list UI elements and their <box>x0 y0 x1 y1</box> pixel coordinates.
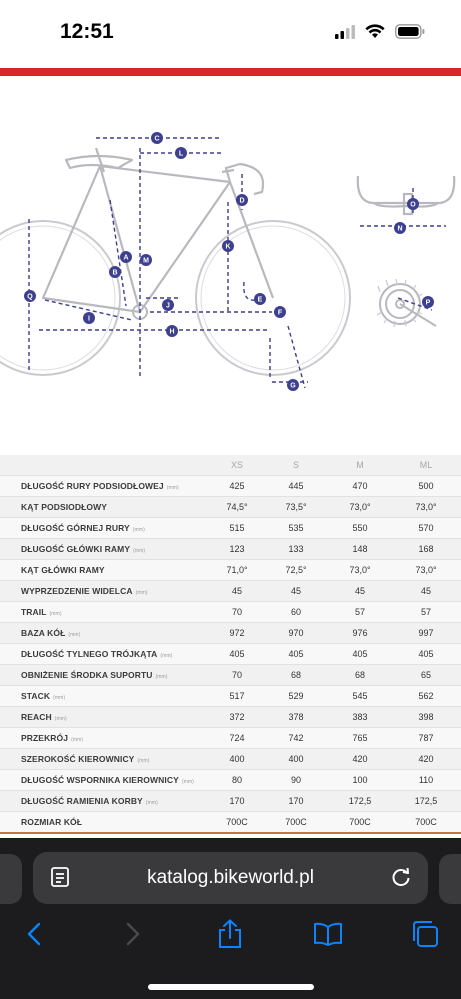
previous-tab-preview[interactable] <box>0 854 22 904</box>
table-row <box>0 539 461 560</box>
table-cell: 400 <box>229 754 245 764</box>
back-button[interactable] <box>14 916 54 952</box>
geometry-table <box>0 455 461 833</box>
table-cell: 100 <box>352 775 368 785</box>
dim-label-o: O <box>410 201 416 209</box>
table-row <box>0 644 461 665</box>
table-header-row <box>0 455 461 476</box>
table-row <box>0 686 461 707</box>
row-label-text: DŁUGOŚĆ TYLNEGO TRÓJKĄTA <box>21 649 158 659</box>
table-cell: 562 <box>418 691 434 701</box>
forward-button[interactable] <box>113 916 153 952</box>
row-unit: (mm) <box>166 485 179 491</box>
table-cell: 73,0° <box>415 565 437 575</box>
table-cell: 45 <box>420 586 431 596</box>
wifi-icon <box>365 24 385 39</box>
browser-bottom-bar <box>0 838 461 999</box>
row-unit: (mm) <box>155 674 168 680</box>
table-cell: 383 <box>352 712 368 722</box>
bookmarks-button[interactable] <box>308 916 348 952</box>
table-cell: 972 <box>229 628 245 638</box>
table-cell: 976 <box>352 628 368 638</box>
url-text[interactable]: katalog.bikeworld.pl <box>147 867 314 888</box>
row-label-text: PRZEKRÓJ <box>21 733 69 743</box>
table-cell: 57 <box>354 607 365 617</box>
table-cell: 172,5 <box>414 796 438 806</box>
table-cell: 765 <box>352 733 368 743</box>
row-label-text: STACK <box>21 691 51 701</box>
dim-label-b: B <box>112 269 118 277</box>
table-cell: 372 <box>229 712 245 722</box>
table-cell: 170 <box>229 796 245 806</box>
dim-label-n: N <box>397 225 403 233</box>
table-cell: 68 <box>290 670 301 680</box>
dim-label-m: M <box>143 257 149 265</box>
table-cell: 550 <box>352 523 368 533</box>
table-cell: 73,0° <box>349 565 371 575</box>
col-header-xs: XS <box>230 460 243 470</box>
dim-label-f: F <box>277 309 283 317</box>
row-label-text: DŁUGOŚĆ WSPORNIKA KIEROWNICY <box>21 775 179 785</box>
row-label <box>21 649 172 659</box>
table-cell: 45 <box>290 586 301 596</box>
table-cell: 172,5 <box>348 796 372 806</box>
table-cell: 470 <box>352 481 368 491</box>
row-unit: (mm) <box>181 779 194 785</box>
table-cell: 517 <box>229 691 245 701</box>
row-label-text: DŁUGOŚĆ GŁÓWKI RAMY <box>21 544 131 554</box>
table-cell: 425 <box>229 481 245 491</box>
status-bar <box>0 0 461 68</box>
row-label <box>21 481 179 491</box>
table-cell: 148 <box>352 544 368 554</box>
row-label-text: WYPRZEDZENIE WIDELCA <box>21 586 133 596</box>
row-label-text: ROZMIAR KÓŁ <box>21 817 83 827</box>
table-cell: 90 <box>290 775 301 785</box>
table-cell: 700C <box>415 817 437 827</box>
table-cell: 570 <box>418 523 434 533</box>
table-cell: 997 <box>418 628 434 638</box>
row-unit: (mm) <box>133 548 146 554</box>
table-cell: 72,5° <box>285 565 307 575</box>
table-cell: 168 <box>418 544 434 554</box>
footer-accent-line <box>0 832 461 834</box>
row-label <box>21 544 145 554</box>
table-cell: 57 <box>420 607 431 617</box>
table-row <box>0 707 461 728</box>
table-row <box>0 812 461 833</box>
table-cell: 545 <box>352 691 368 701</box>
table-cell: 405 <box>418 649 434 659</box>
row-unit: (mm) <box>160 653 173 659</box>
dim-label-g: G <box>290 382 296 390</box>
status-icons <box>335 24 425 39</box>
table-cell: 73,0° <box>349 502 371 512</box>
row-label <box>21 712 67 722</box>
dim-label-d: D <box>239 197 245 205</box>
table-row <box>0 770 461 791</box>
back-icon[interactable] <box>27 922 41 946</box>
table-cell: 170 <box>288 796 304 806</box>
row-unit: (mm) <box>137 758 150 764</box>
table-cell: 724 <box>229 733 245 743</box>
tabs-icon[interactable] <box>411 920 439 948</box>
row-label <box>21 607 62 617</box>
share-icon[interactable] <box>217 919 243 949</box>
row-unit: (mm) <box>135 590 148 596</box>
row-label <box>21 733 83 743</box>
table-cell: 60 <box>290 607 301 617</box>
table-cell: 700C <box>349 817 371 827</box>
table-cell: 500 <box>418 481 434 491</box>
table-cell: 529 <box>288 691 304 701</box>
row-label-text: OBNIŻENIE ŚRODKA SUPORTU <box>21 670 153 680</box>
row-label-text: KĄT GŁÓWKI RAMY <box>21 565 105 575</box>
row-unit: (mm) <box>54 716 67 722</box>
table-cell: 700C <box>226 817 248 827</box>
table-cell: 133 <box>288 544 304 554</box>
dim-label-h: H <box>169 328 175 336</box>
table-cell: 71,0° <box>226 565 248 575</box>
table-cell: 110 <box>418 775 434 785</box>
table-cell: 80 <box>231 775 242 785</box>
table-cell: 68 <box>354 670 365 680</box>
row-label <box>21 670 168 680</box>
table-cell: 378 <box>288 712 304 722</box>
dim-label-j: J <box>166 302 170 310</box>
table-cell: 398 <box>418 712 434 722</box>
table-cell: 65 <box>420 670 431 680</box>
table-row <box>0 665 461 686</box>
table-cell: 70 <box>231 670 242 680</box>
table-cell: 45 <box>231 586 242 596</box>
table-cell: 400 <box>288 754 304 764</box>
table-cell: 70 <box>231 607 242 617</box>
table-cell: 700C <box>285 817 307 827</box>
table-cell: 742 <box>288 733 304 743</box>
table-row <box>0 497 461 518</box>
address-bar[interactable] <box>33 852 428 904</box>
bike-geometry-diagram <box>0 76 461 454</box>
row-label-text: DŁUGOŚĆ RURY PODSIODŁOWEJ <box>21 481 164 491</box>
row-unit: (mm) <box>49 611 62 617</box>
bookmarks-icon[interactable] <box>313 922 343 946</box>
dim-label-i: I <box>88 315 90 323</box>
col-header-m: M <box>356 460 364 470</box>
table-row <box>0 560 461 581</box>
reload-icon[interactable] <box>390 866 412 888</box>
row-label <box>21 775 194 785</box>
dim-label-c: C <box>154 135 160 143</box>
table-row <box>0 581 461 602</box>
table-cell: 45 <box>354 586 365 596</box>
dim-label-l: L <box>178 150 184 158</box>
row-label-text: KĄT PODSIODŁOWY <box>21 502 108 512</box>
status-time: 12:51 <box>60 20 114 43</box>
row-label-text: REACH <box>21 712 52 722</box>
row-label-text: BAZA KÓŁ <box>21 628 66 638</box>
row-unit: (mm) <box>132 527 145 533</box>
table-cell: 535 <box>288 523 304 533</box>
row-label <box>21 628 80 638</box>
table-cell: 405 <box>229 649 245 659</box>
dim-label-q: Q <box>27 293 33 301</box>
col-header-ml: ML <box>419 460 433 470</box>
row-label-text: DŁUGOŚĆ GÓRNEJ RURY <box>21 523 130 533</box>
col-header-s: S <box>292 460 299 470</box>
row-label <box>21 523 145 533</box>
dim-label-p: P <box>425 299 431 307</box>
row-unit: (mm) <box>53 695 66 701</box>
bike-diagram-svg <box>0 76 461 454</box>
row-label-text: TRAIL <box>21 607 47 617</box>
dim-label-k: K <box>225 243 231 251</box>
table-cell: 73,0° <box>415 502 437 512</box>
table-cell: 970 <box>288 628 304 638</box>
table-cell: 123 <box>229 544 245 554</box>
row-unit: (mm) <box>145 800 158 806</box>
table-row <box>0 476 461 497</box>
table-row <box>0 749 461 770</box>
table-cell: 445 <box>288 481 304 491</box>
row-label <box>21 502 110 512</box>
battery-icon <box>395 24 425 39</box>
forward-icon[interactable] <box>126 922 140 946</box>
tabs-button[interactable] <box>405 916 445 952</box>
table-row <box>0 791 461 812</box>
dim-label-a: A <box>123 254 129 262</box>
row-label <box>21 586 148 596</box>
signal-icon <box>335 25 355 39</box>
table-cell: 515 <box>229 523 245 533</box>
row-label <box>21 754 150 764</box>
table-cell: 787 <box>418 733 434 743</box>
dim-label-e: E <box>257 296 263 304</box>
table-cell: 405 <box>352 649 368 659</box>
table-row <box>0 728 461 749</box>
share-button[interactable] <box>210 916 250 952</box>
table-row <box>0 602 461 623</box>
row-unit: (mm) <box>68 632 81 638</box>
table-cell: 420 <box>418 754 434 764</box>
table-cell: 73,5° <box>285 502 307 512</box>
next-tab-preview[interactable] <box>439 854 461 904</box>
table-cell: 74,5° <box>226 502 248 512</box>
table-cell: 405 <box>288 649 304 659</box>
row-label-text: DŁUGOŚĆ RAMIENIA KORBY <box>21 796 143 806</box>
row-label <box>21 691 65 701</box>
table-cell: 420 <box>352 754 368 764</box>
row-label <box>21 565 108 575</box>
header-accent-bar <box>0 68 461 76</box>
table-row <box>0 623 461 644</box>
row-label <box>21 817 85 827</box>
home-indicator[interactable] <box>148 984 314 990</box>
row-label-text: SZEROKOŚĆ KIEROWNICY <box>21 754 135 764</box>
row-unit: (mm) <box>71 737 84 743</box>
browser-toolbar <box>0 916 461 956</box>
row-label <box>21 796 158 806</box>
table-row <box>0 518 461 539</box>
